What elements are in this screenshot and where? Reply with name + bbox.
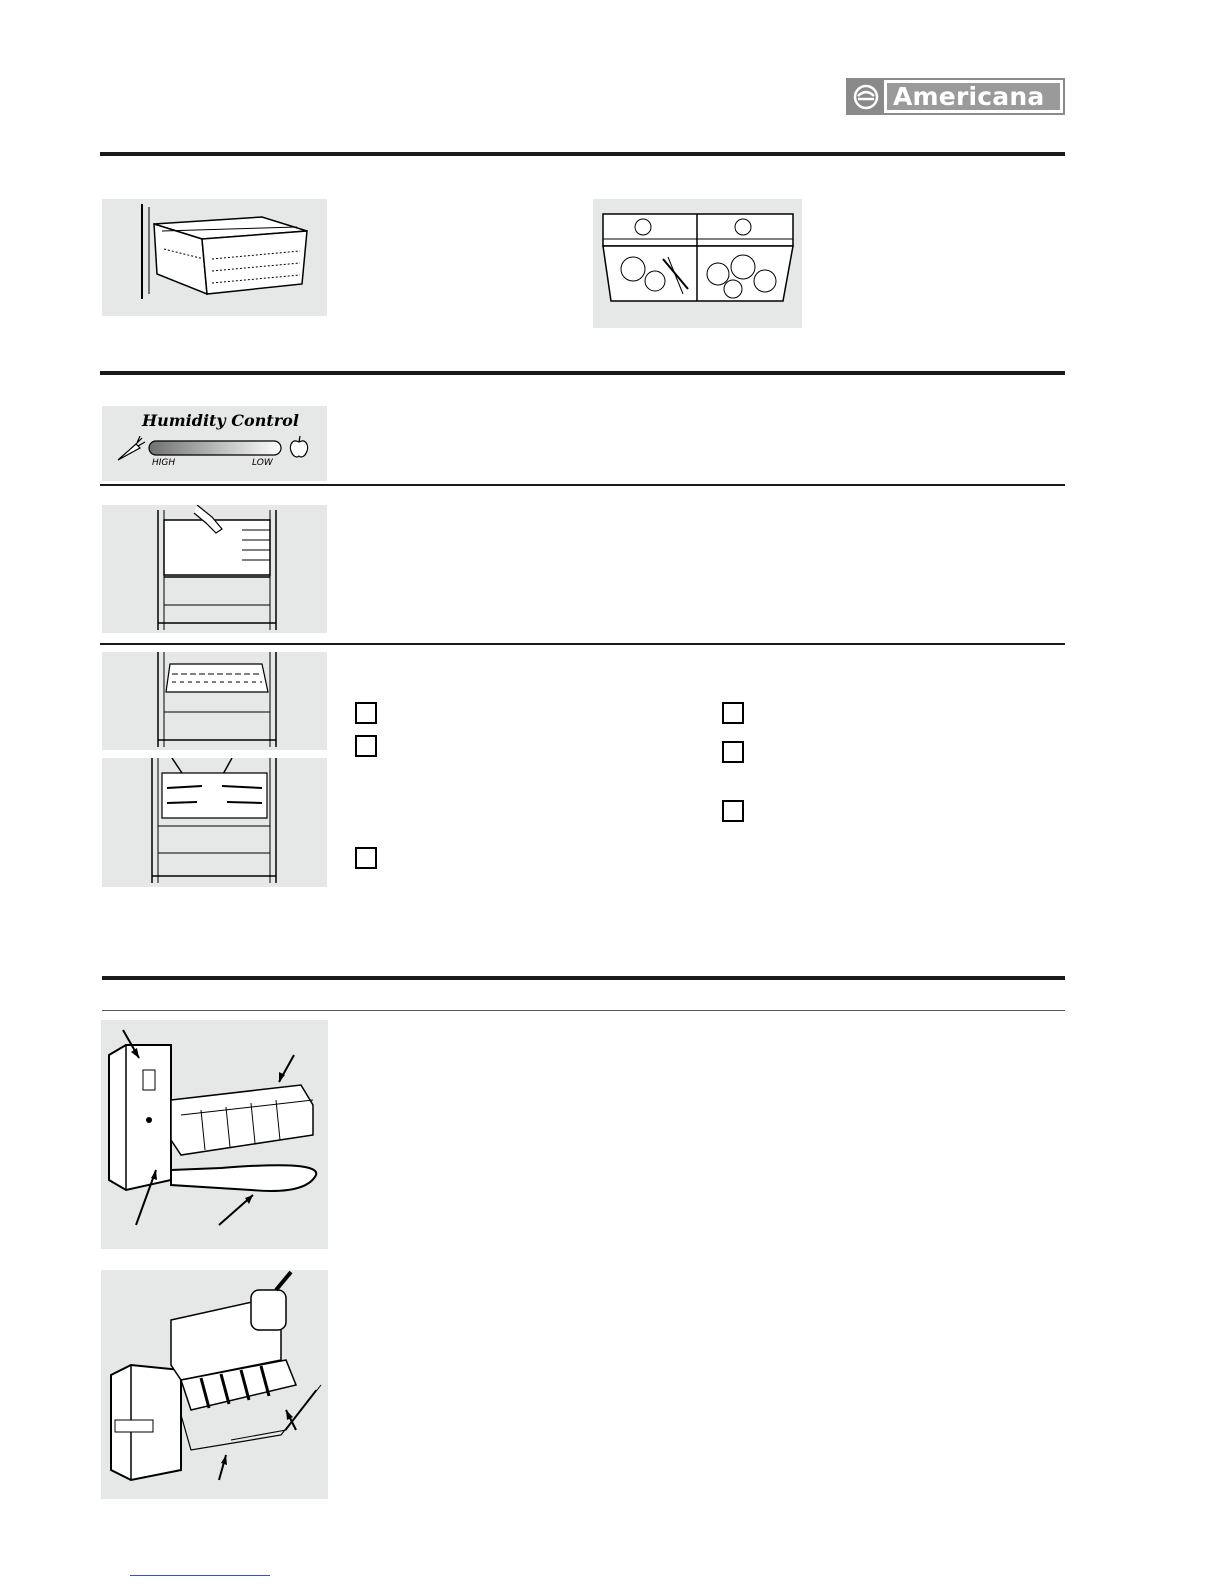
crisper-cover-illustration (102, 652, 327, 750)
logo-wordmark: Americana (887, 83, 1060, 110)
step-checkbox-6[interactable] (722, 800, 744, 822)
humidity-low-label: LOW (252, 458, 273, 468)
crisper-produce-illustration (593, 199, 802, 328)
section-rule-icemaker (102, 976, 1065, 980)
rule-drawer (100, 643, 1065, 645)
step-checkbox-1[interactable] (355, 702, 377, 724)
cover-removal-illustration (102, 758, 327, 887)
icemaker-parts-illustration (101, 1020, 328, 1249)
carrot-icon (116, 436, 146, 462)
step-checkbox-4[interactable] (722, 702, 744, 724)
drawer-removal-illustration (102, 505, 327, 633)
humidity-control-panel (102, 406, 327, 481)
step-checkbox-3[interactable] (355, 847, 377, 869)
americana-logo (846, 78, 1065, 115)
drawer-slide-illustration (102, 199, 327, 316)
humidity-high-label: HIGH (152, 458, 176, 468)
step-checkbox-2[interactable] (355, 735, 377, 757)
rule-humidity (100, 484, 1065, 486)
footer-link-underline[interactable] (130, 1575, 270, 1576)
step-checkbox-5[interactable] (722, 741, 744, 763)
rule-icemaker-sub (102, 1010, 1065, 1011)
apple-icon (288, 434, 310, 460)
icemaker-assembly-illustration (101, 1270, 328, 1499)
section-rule-crisper (100, 371, 1065, 375)
humidity-control-title: Humidity Control (142, 411, 299, 430)
americana-emblem-icon (848, 80, 884, 113)
section-rule-top (100, 152, 1065, 156)
